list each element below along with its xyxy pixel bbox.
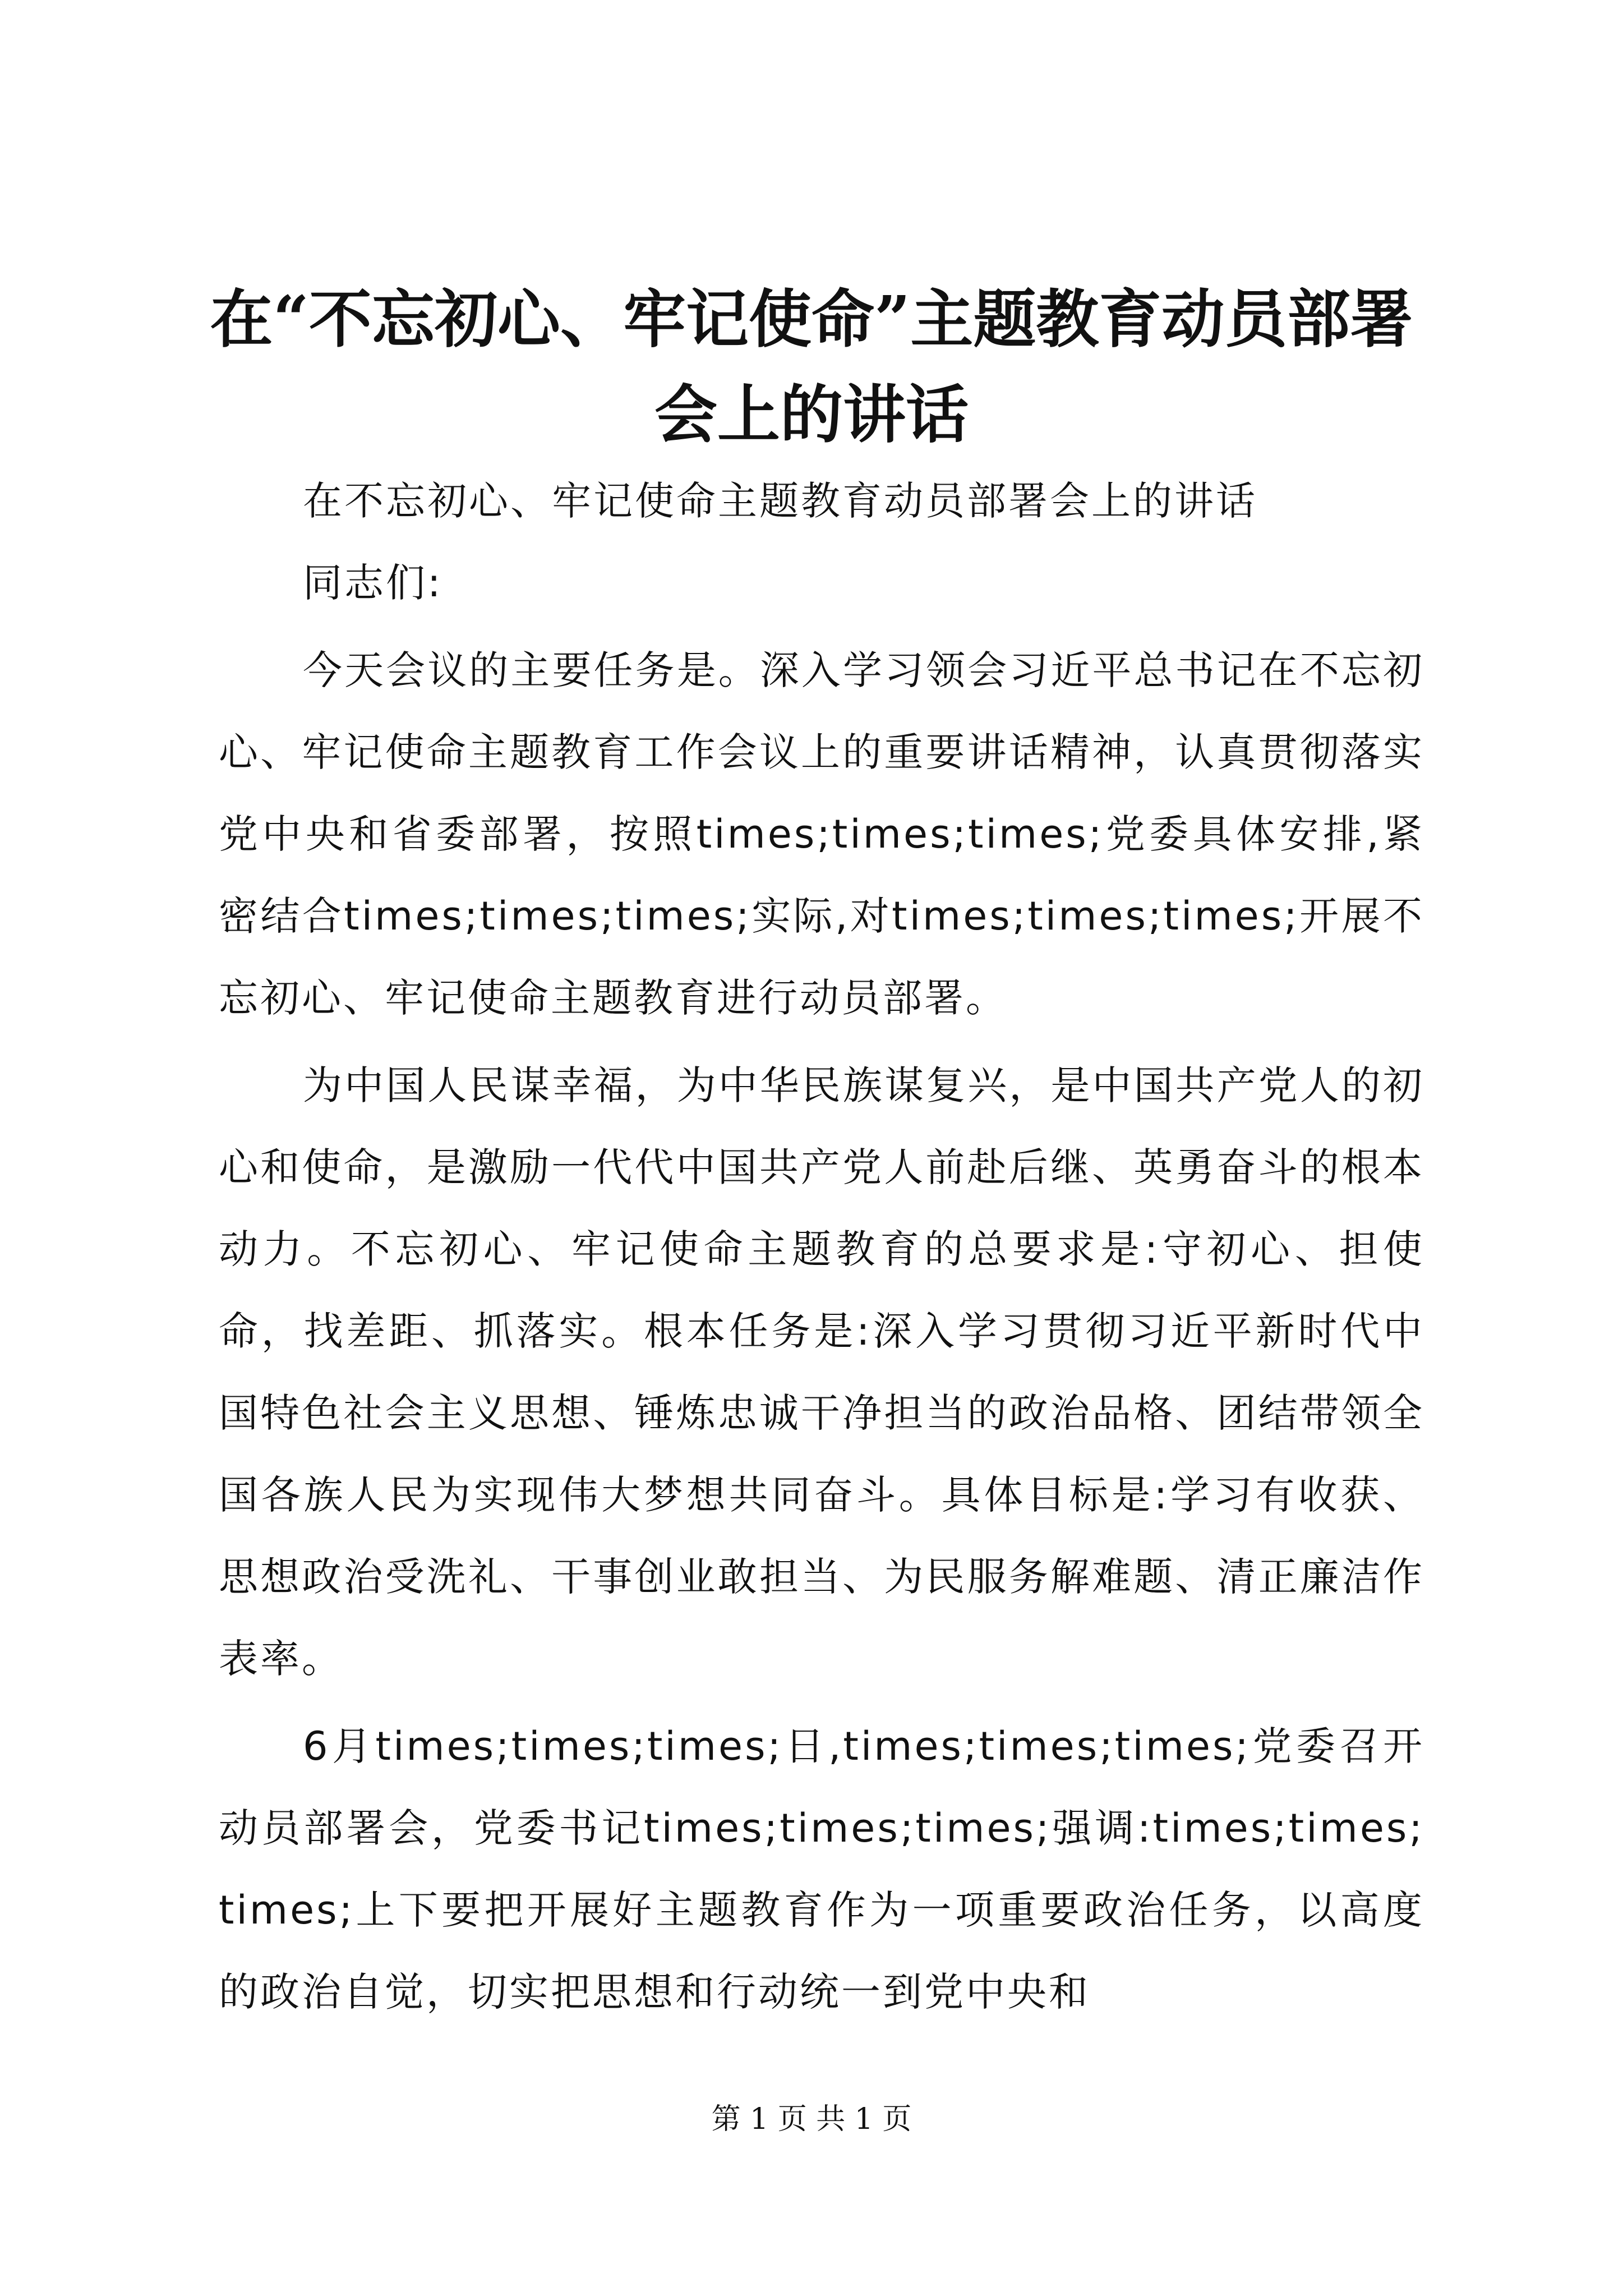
paragraph: 6月times;times;times;日,times;times;times;党委召开动员部署会，党委书记times;times;times;强调:times;times;times;上下要把开展好主题教育作为一项重要政治任务，以高度的政治自觉，切实把思想和行动统一到党中央和: [219, 1723, 1424, 2015]
paragraph-subtitle: 在不忘初心、牢记使命主题教育动员部署会上的讲话: [303, 478, 1257, 524]
document-body: [219, 460, 1424, 2033]
paragraph: 为中国人民谋幸福，为中华民族谋复兴，是中国共产党人的初心和使命，是激励一代代中国共产党人前赴后继、英勇奋斗的根本动力。不忘初心、牢记使命主题教育的总要求是:守初心、担使命，找差距、抓落实。根本任务是:深入学习贯彻习近平新时代中国特色社会主义思想、锤炼忠诚干净担当的政治品格、团结带领全国各族人民为实现伟大梦想共同奋斗。具体目标是:学习有收获、思想政治受洗礼、干事创业敢担当、为民服务解难题、清正廉洁作表率。: [219, 1062, 1424, 1682]
page-footer: 第 1 页 共 1 页: [711, 2102, 912, 2136]
paragraph-salutation: 同志们:: [303, 560, 443, 606]
paragraph: 今天会议的主要任务是。深入学习领会习近平总书记在不忘初心、牢记使命主题教育工作会议上的重要讲话精神，认真贯彻落实党中央和省委部署，按照times;times;times;党委具体安排,紧密结合times;times;times;实际,对times;times;times;开展不忘初心、牢记使命主题教育进行动员部署。: [219, 647, 1424, 1021]
title-line-1: 在“不忘初心、牢记使命”主题教育动员部署: [210, 283, 1413, 356]
title-line-2: 会上的讲话: [654, 378, 969, 452]
document-title: [168, 272, 1455, 463]
